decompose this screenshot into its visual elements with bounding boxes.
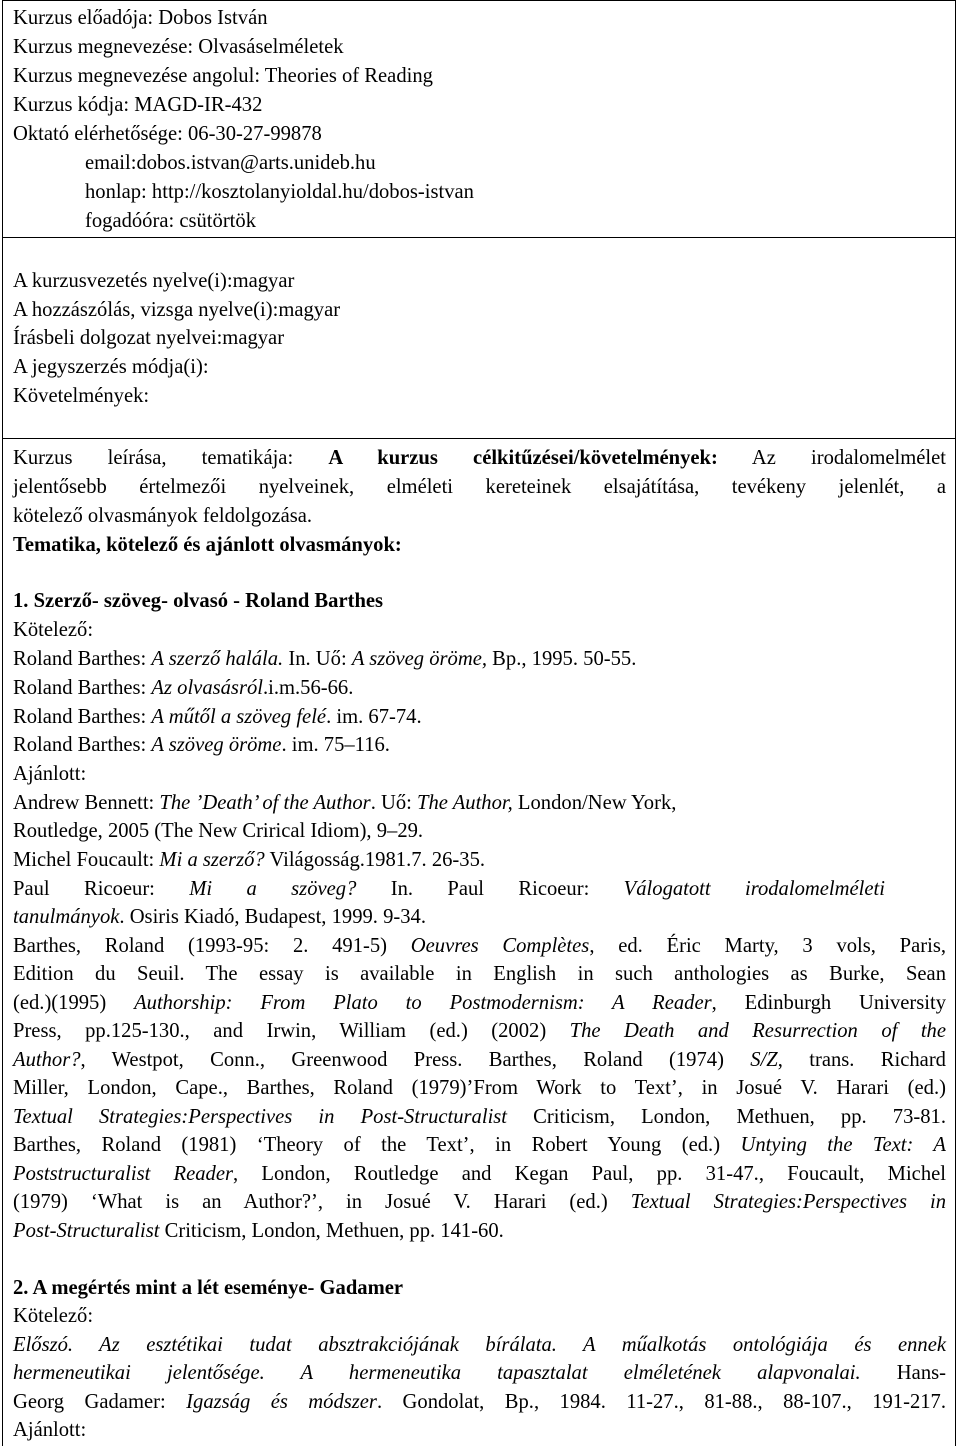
course-name-line: Kurzus megnevezése: Olvasáselméletek (13, 36, 344, 58)
bibliography-line-4: Press, pp.125-130., and Irwin, William (ed.) (2002) The Death and Resurrection of the (13, 1020, 946, 1042)
section-2-title: 2. A megértés mint a lét eseménye- Gadamer (13, 1277, 404, 1299)
section-1-required-label: Kötelező: (13, 619, 94, 641)
office-hours-line: fogadóóra: csütörtök (85, 210, 256, 232)
bibliography-line-6: Miller, London, Cape., Barthes, Roland (1979)’From Work to Text’, in Josué V. Harari (ed.) (13, 1077, 946, 1099)
description-line-1: Kurzus leírása, tematikája: A kurzus célkitűzései/követelmények: Az irodalomelmélet (13, 447, 946, 469)
required-reading-3: Roland Barthes: A műtől a szöveg felé. im. 67-74. (13, 706, 422, 728)
bibliography-line-11: Post-Structuralist Criticism, London, Methuen, pp. 141-60. (13, 1220, 504, 1242)
exam-language-line: A hozzászólás, vizsga nyelve(i):magyar (13, 299, 341, 321)
grading-line: A jegyszerzés módja(i): (13, 356, 209, 378)
bibliography-line-7: Textual Strategies:Perspectives in Post-Structuralist Criticism, London, Methuen, pp. 73-81. (13, 1106, 946, 1128)
section-2-recommended-label: Ajánlott: (13, 1419, 87, 1441)
recommended-reading-2: Michel Foucault: Mi a szerző? Világosság.1981.7. 26-35. (13, 849, 486, 871)
gadamer-line-3: Georg Gadamer: Igazság és módszer. Gondolat, Bp., 1984. 11-27., 81-88., 88-107., 191-217. (13, 1391, 946, 1413)
bibliography-line-9: Poststructuralist Reader, London, Routledge and Kegan Paul, pp. 31-47., Foucault, Michel (13, 1163, 946, 1185)
lecturer-line: Kurzus előadója: Dobos István (13, 7, 268, 29)
contact-line: Oktató elérhetősége: 06-30-27-99878 (13, 123, 322, 145)
course-language-line: A kurzusvezetés nyelve(i):magyar (13, 270, 295, 292)
recommended-reading-1-cont: Routledge, 2005 (The New Crirical Idiom), 9–29. (13, 820, 424, 842)
bibliography-line-10: (1979) ‘What is an Author?’, in Josué V. Harari (ed.) Textual Strategies:Perspectives in (13, 1191, 946, 1213)
bibliography-line-2: Edition du Seuil. The essay is available in English in such anthologies as Burke, Sean (13, 963, 946, 985)
course-code-line: Kurzus kódja: MAGD-IR-432 (13, 94, 263, 116)
section-1-title: 1. Szerző- szöveg- olvasó - Roland Barthes (13, 590, 384, 612)
bibliography-line-5: Author?, Westpot, Conn., Greenwood Press. Barthes, Roland (1974) S/Z, trans. Richard (13, 1049, 946, 1071)
required-reading-2: Roland Barthes: Az olvasásról.i.m.56-66. (13, 677, 354, 699)
gadamer-line-1: Előszó. Az esztétikai tudat absztrakciójának bírálata. A műalkotás ontológiája és ennek (13, 1334, 946, 1356)
bibliography-line-8: Barthes, Roland (1981) ‘Theory of the Text’, in Robert Young (ed.) Untying the Text: A (13, 1134, 946, 1156)
required-reading-1: Roland Barthes: A szerző halála. In. Uő: A szöveg öröme, Bp., 1995. 50-55. (13, 648, 637, 670)
section-2-required-label: Kötelező: (13, 1305, 94, 1327)
homepage-line: honlap: http://kosztolanyioldal.hu/dobos-istvan (85, 181, 474, 203)
section-1-recommended-label: Ajánlott: (13, 763, 87, 785)
recommended-reading-3-cont: tanulmányok. Osiris Kiadó, Budapest, 1999. 9-34. (13, 906, 426, 928)
written-language-line: Írásbeli dolgozat nyelvei:magyar (13, 327, 285, 349)
description-line-3: kötelező olvasmányok feldolgozása. (13, 505, 313, 527)
bibliography-line-3: (ed.)(1995) Authorship: From Plato to Postmodernism: A Reader, Edinburgh University (13, 992, 946, 1014)
course-name-en-line: Kurzus megnevezése angolul: Theories of Reading (13, 65, 433, 87)
required-reading-4: Roland Barthes: A szöveg öröme. im. 75–116. (13, 734, 390, 756)
recommended-reading-1: Andrew Bennett: The ’Death’ of the Author. Uő: The Author, London/New York, (13, 792, 677, 814)
requirements-line: Követelmények: (13, 385, 150, 407)
description-line-2: jelentősebb értelmezői nyelveinek, elméleti kereteinek elsajátítása, tevékeny jelenlét, a (13, 476, 946, 498)
email-line: email:dobos.istvan@arts.unideb.hu (85, 152, 376, 174)
reading-heading: Tematika, kötelező és ajánlott olvasmányok: (13, 534, 402, 556)
recommended-reading-3: Paul Ricoeur: Mi a szöveg? In. Paul Ricoeur: Válogatott irodalomelméleti (13, 878, 885, 900)
gadamer-line-2: hermeneutikai jelentősége. A hermeneutika tapasztalat elméletének alapvonalai. Hans- (13, 1362, 946, 1384)
bibliography-line-1: Barthes, Roland (1993-95: 2. 491-5) Oeuvres Complètes, ed. Éric Marty, 3 vols, Paris, (13, 935, 946, 957)
